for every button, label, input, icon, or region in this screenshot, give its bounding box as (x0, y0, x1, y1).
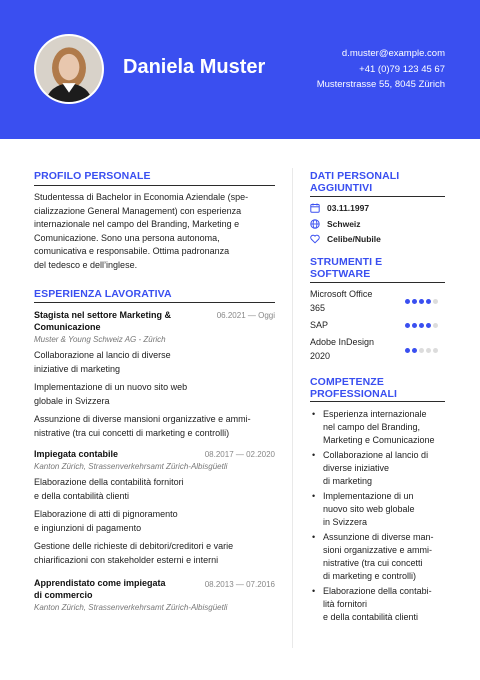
skill-line: • Esperienza internazionale (323, 409, 427, 419)
email-link[interactable]: d.muster@example.com (341, 48, 445, 59)
section-title-skills (310, 376, 397, 400)
software-name (310, 336, 374, 363)
level-dot (412, 299, 417, 304)
birthdate-row (310, 203, 369, 213)
job-bullets (34, 349, 279, 440)
list-item (310, 408, 450, 447)
list-item (310, 585, 450, 624)
skill-level-dots (405, 323, 438, 328)
level-dot (419, 323, 424, 328)
job-bullet-line: iniziative di marketing (34, 363, 121, 374)
skills-list (310, 408, 450, 626)
skill-line: in Svizzera (323, 517, 368, 527)
skill-line: • Implementazione di un (323, 491, 414, 501)
job-title: Impiegata contabile (34, 449, 119, 459)
level-dot (405, 299, 410, 304)
profile-text (34, 191, 279, 272)
software-name-line: Microsoft Office (310, 289, 373, 299)
nationality-value: Schweiz (327, 219, 361, 229)
level-dot (433, 348, 438, 353)
skill-line: nistrative (tra cui concetti (323, 558, 423, 568)
job-bullets (34, 476, 279, 567)
profile-line: internazionale nel campo del Branding, Marketing e (34, 219, 240, 229)
header-banner (0, 0, 480, 139)
person-name: Daniela Muster (123, 56, 266, 78)
phone-number: +41 (0)79 123 45 67 (359, 63, 445, 75)
job-bullet-line: Gestione delle richieste di debitori/creditori e varie (34, 541, 234, 551)
job-date: 08.2013 — 07.2016 (204, 580, 275, 589)
skill-line: nel campo del Branding, (323, 422, 421, 432)
section-rule (34, 185, 275, 186)
job-bullet-line: chiarificazioni con stakeholder esterni e interni (34, 554, 219, 565)
job-bullet-line: nistrative (tra cui concetti di marketing e controlli) (34, 427, 230, 438)
section-rule (34, 302, 275, 303)
section-title-experience: ESPERIENZA LAVORATIVA (34, 288, 172, 300)
skill-line: nuovo sito web globale (323, 504, 415, 514)
section-title-line: AGGIUNTIVI (310, 182, 373, 194)
software-name-line: SAP (310, 320, 329, 330)
section-rule (310, 401, 445, 402)
level-dot (426, 299, 431, 304)
software-name-line: 2020 (310, 350, 331, 361)
list-item (310, 531, 450, 583)
nationality-row (310, 219, 361, 229)
job-bullet-line: Elaborazione della contabilità fornitori (34, 477, 184, 487)
section-title-line: SOFTWARE (310, 268, 371, 280)
level-dot (433, 323, 438, 328)
status-row (310, 234, 381, 244)
level-dot (419, 299, 424, 304)
job-company: Kanton Zürich, Strassenverkehrsamt Zürich-Albisgüetli (34, 462, 228, 471)
job-bullet-line: Assunzione di diverse mansioni organizzative e ammi- (34, 414, 251, 424)
column-divider (292, 168, 293, 648)
calendar-icon (310, 203, 320, 213)
section-title-personal (310, 170, 399, 194)
skill-line: Marketing e Comunicazione (323, 435, 435, 445)
skill-level-dots (405, 348, 438, 353)
profile-line: Studentessa di Bachelor in Economia Aziendale (spe- (34, 192, 249, 202)
software-name-line: 365 (310, 302, 326, 313)
job-date: 06.2021 — Oggi (216, 311, 275, 320)
level-dot (426, 323, 431, 328)
job-title-line: Comunicazione (34, 322, 101, 332)
section-title-profile: PROFILO PERSONALE (34, 170, 151, 182)
heart-icon (310, 234, 320, 244)
list-item (310, 490, 450, 529)
skill-line: • Elaborazione della contabi- (323, 586, 432, 596)
job-bullet-line: Elaborazione di atti di pignoramento (34, 509, 178, 519)
level-dot (419, 348, 424, 353)
job-title (34, 577, 166, 601)
address: Musterstrasse 55, 8045 Zürich (316, 79, 445, 90)
level-dot (405, 323, 410, 328)
job-title-line: di commercio (34, 590, 93, 600)
section-rule (310, 196, 445, 197)
skill-line: lità fornitori (323, 599, 368, 609)
skill-line: sioni organizzative e ammi- (323, 545, 433, 555)
skill-line: e della contabilità clienti (323, 612, 419, 622)
job-company: Kanton Zürich, Strassenverkehrsamt Zürich-Albisgüetli (34, 603, 228, 612)
job-bullet-line: e ingiunzioni di pagamento (34, 522, 142, 533)
skill-line: • Collaborazione al lancio di (323, 450, 429, 460)
job-date: 08.2017 — 02.2020 (204, 450, 275, 459)
profile-line: del tedesco e dell’inglese. (34, 259, 138, 270)
profile-photo (34, 34, 104, 104)
level-dot (426, 348, 431, 353)
section-title-line: DATI PERSONALI (310, 170, 400, 182)
skill-level-dots (405, 299, 438, 304)
skill-line: di marketing e controlli) (323, 571, 417, 581)
level-dot (433, 299, 438, 304)
section-title-line: STRUMENTI E (310, 256, 383, 268)
globe-icon (310, 219, 320, 229)
section-title-line: COMPETENZE (310, 376, 384, 388)
level-dot (412, 323, 417, 328)
job-bullet-line: e della contabilità clienti (34, 490, 130, 501)
skill-line: • Assunzione di diverse man- (323, 532, 434, 542)
section-title-line: PROFESSIONALI (310, 388, 398, 400)
job-title-line: Stagista nel settore Marketing & (34, 310, 172, 320)
section-rule (310, 282, 445, 283)
job-bullet-line: Implementazione di un nuovo sito web (34, 382, 188, 392)
contact-block (317, 46, 445, 93)
job-title (34, 309, 171, 333)
software-name (310, 288, 372, 315)
birthdate-value: 03.11.1997 (327, 203, 370, 213)
software-name-line: Adobe InDesign (310, 337, 375, 347)
avatar-portrait-image (36, 36, 102, 102)
software-name (310, 319, 328, 333)
status-value: Celibe/Nubile (327, 234, 381, 244)
level-dot (412, 348, 417, 353)
job-bullet-line: Collaborazione al lancio di diverse (34, 350, 171, 360)
section-title-software (310, 256, 382, 280)
level-dot (405, 348, 410, 353)
job-bullet-line: globale in Svizzera (34, 395, 110, 406)
skill-line: diverse iniziative (323, 463, 390, 473)
profile-line: cializzazione General Management) con esperienza (34, 205, 242, 216)
job-title-line: Apprendistato come impiegata (34, 578, 166, 588)
job-company: Muster & Young Schweiz AG - Zürich (34, 335, 166, 344)
skill-line: di marketing (323, 476, 373, 486)
profile-line: Comunicazione. Sono una persona autonoma, (34, 232, 220, 243)
profile-line: comunicativa e responsabile. Ottima padronanza (34, 246, 230, 256)
list-item (310, 449, 450, 488)
